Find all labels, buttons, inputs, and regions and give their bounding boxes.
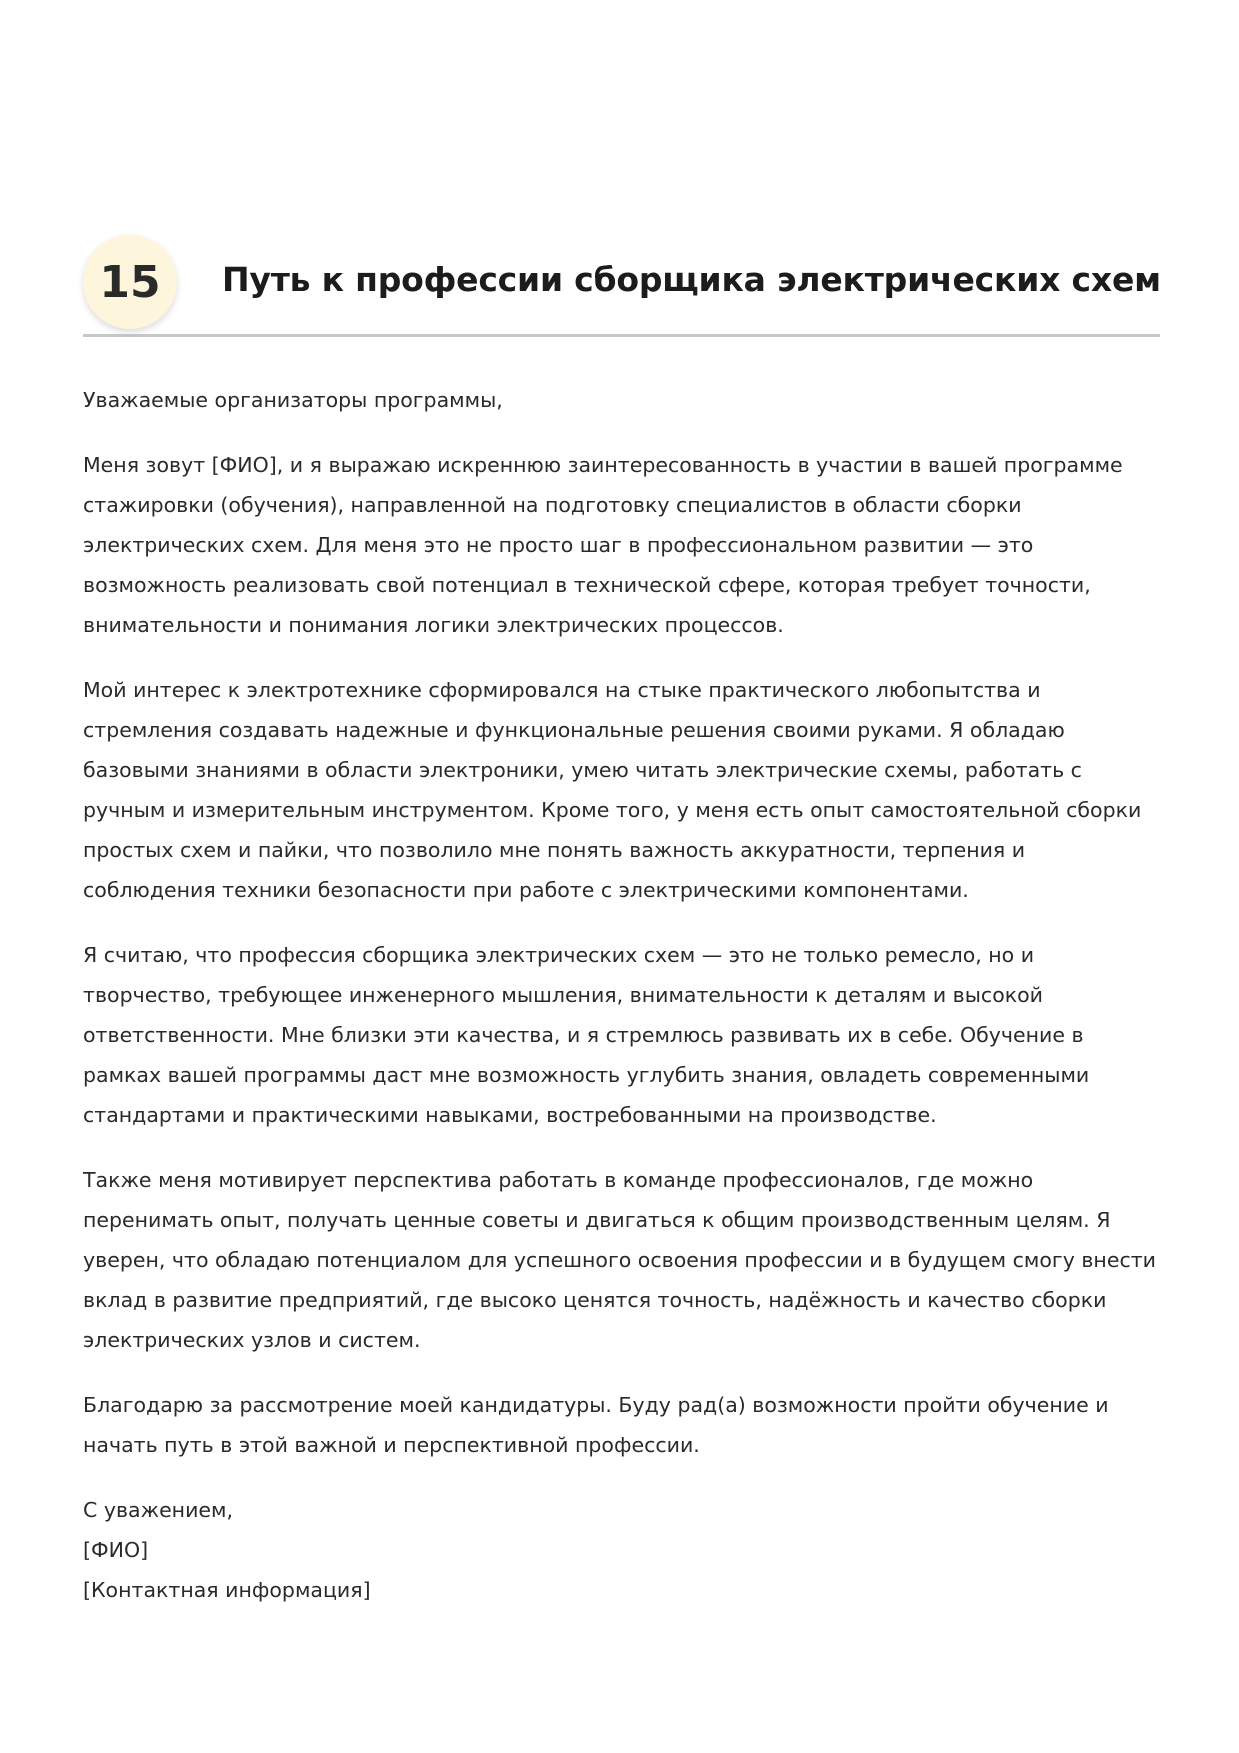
letter-paragraph-2: Мой интерес к электротехнике сформировался на стыке практического любопытства и стремления создавать надежные и функциональные решения своими руками. Я обладаю базовыми знаниями в области электроники, умею читать электрические схемы, работать с ручным и измерительным инструментом. Кроме того, у меня есть опыт самостоятельной сборки простых схем и пайки, что позволило мне понять важность аккуратности, терпения и соблюдения техники безопасности при работе с электрическими компонентами. xyxy=(83,678,1142,902)
letter-paragraph-1: Меня зовут [ФИО], и я выражаю искреннюю заинтересованность в участии в вашей программе стажировки (обучения), направленной на подготовку специалистов в области сборки электрических схем. Для меня это не просто шаг в профессиональном развитии — это возможность реализовать свой потенциал в технической сфере, которая требует точности, внимательности и понимания логики электрических процессов. xyxy=(83,453,1123,637)
section-header xyxy=(83,233,1160,337)
letter-body xyxy=(83,380,1163,1610)
letter-signoff xyxy=(83,1490,1163,1610)
letter-signature-name: [ФИО] xyxy=(83,1538,149,1562)
letter-closing: С уважением, xyxy=(83,1498,234,1522)
letter-paragraph-3: Я считаю, что профессия сборщика электрических схем — это не только ремесло, но и творчество, требующее инженерного мышления, внимательности к деталям и высокой ответственности. Мне близки эти качества, и я стремлюсь развивать их в себе. Обучение в рамках вашей программы даст мне возможность углубить знания, овладеть современными стандартами и практическими навыками, востребованными на производстве. xyxy=(83,943,1090,1127)
page-title: Путь к профессии сборщика электрических схем xyxy=(222,260,1161,299)
letter-greeting: Уважаемые организаторы программы, xyxy=(83,388,503,412)
letter-contact-info: [Контактная информация] xyxy=(83,1578,371,1602)
section-number-badge: 15 xyxy=(83,235,177,329)
letter-paragraph-4: Также меня мотивирует перспектива работать в команде профессионалов, где можно перенимать опыт, получать ценные советы и двигаться к общим производственным целям. Я уверен, что обладаю потенциалом для успешного освоения профессии и в будущем смогу внести вклад в развитие предприятий, где высоко ценятся точность, надёжность и качество сборки электрических узлов и систем. xyxy=(83,1168,1156,1352)
letter-paragraph-5: Благодарю за рассмотрение моей кандидатуры. Буду рад(а) возможности пройти обучение и начать путь в этой важной и перспективной профессии. xyxy=(83,1393,1109,1457)
